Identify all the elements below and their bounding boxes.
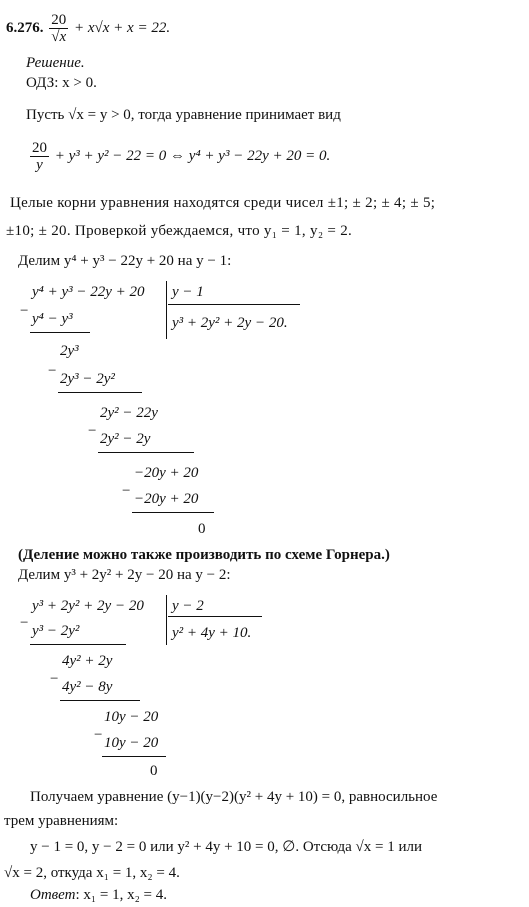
- div1-dividend: y⁴ + y³ − 22y + 20: [32, 284, 145, 300]
- div1-subtrahend-1: y⁴ − y³: [32, 311, 73, 327]
- div1-subtrahend-2: 2y³ − 2y²: [60, 371, 115, 387]
- div2-rule-2: [60, 700, 140, 701]
- div1-rule-4: [132, 512, 214, 513]
- div1-subtrahend-4: −20y + 20: [134, 491, 199, 507]
- fraction-numerator: 20: [51, 12, 67, 28]
- result-line-1: Получаем уравнение (y−1)(y−2)(y² + 4y + 10) = 0, равносильное: [30, 789, 438, 805]
- div2-dividend: y³ + 2y² + 2y − 20: [32, 598, 144, 614]
- eq2-denominator: y: [36, 157, 43, 173]
- div1-quotient: y³ + 2y² + 2y − 20.: [172, 315, 288, 331]
- eq2-numerator: 20: [32, 140, 47, 156]
- div1-rule-2: [58, 392, 142, 393]
- div2-remainder-3: 0: [150, 763, 158, 779]
- result-line-2: трем уравнениям:: [4, 813, 119, 829]
- div1-remainder-2: 2y² − 22y: [100, 405, 158, 421]
- div1-minus-2: −: [48, 363, 57, 379]
- div1-vertical-bar: [166, 281, 167, 339]
- div1-remainder-4: 0: [198, 521, 206, 537]
- div2-vertical-bar: [166, 595, 167, 645]
- div1-minus-4: −: [122, 483, 131, 499]
- problem-equation-rest: + x√x + x = 22.: [74, 19, 171, 36]
- div1-divisor-rule: [168, 304, 300, 305]
- div2-quotient: y² + 4y + 10.: [172, 625, 252, 641]
- div2-minus-3: −: [94, 727, 103, 743]
- roots-line-2: ±10; ± 20. Проверкой убеждаемся, что y₁ = 1, y₂ = 2.: [6, 223, 353, 239]
- div2-rule-3: [102, 756, 166, 757]
- horner-note: (Деление можно также производить по схеме Горнера.): [18, 547, 390, 563]
- equation-2: [28, 140, 330, 173]
- domain-line: ОДЗ: x > 0.: [26, 75, 97, 91]
- div1-remainder-1: 2y³: [60, 343, 79, 359]
- solution-label: Решение.: [26, 55, 85, 71]
- answer-value: : x₁ = 1, x₂ = 4.: [75, 887, 168, 903]
- div1-rule-1: [30, 332, 90, 333]
- div2-subtrahend-3: 10y − 20: [104, 735, 159, 751]
- div2-subtrahend-1: y³ − 2y²: [32, 623, 80, 639]
- answer-label: Ответ: [30, 887, 76, 903]
- substitution-line: Пусть √x = y > 0, тогда уравнение принимает вид: [26, 107, 341, 123]
- roots-line-1: Целые корни уравнения находятся среди чисел ±1; ± 2; ± 4; ± 5;: [10, 195, 436, 211]
- div2-minus-2: −: [50, 671, 59, 687]
- div1-subtrahend-3: 2y² − 2y: [100, 431, 151, 447]
- div2-subtrahend-2: 4y² − 8y: [62, 679, 113, 695]
- problem-fraction: [49, 12, 68, 45]
- div2-divisor-rule: [168, 616, 262, 617]
- eq2-rest: + y³ + y² − 22 = 0 ⇔ y⁴ + y³ − 22y + 20 = 0.: [54, 147, 331, 164]
- result-line-3: y − 1 = 0, y − 2 = 0 или y² + 4y + 10 = 0, ∅. Отсюда √x = 1 или: [30, 839, 423, 855]
- division-1-title: Делим y⁴ + y³ − 22y + 20 на y − 1:: [18, 253, 232, 269]
- div1-minus-3: −: [88, 423, 97, 439]
- eq2-fraction: [30, 140, 49, 173]
- div2-rule-1: [30, 644, 126, 645]
- division-2-title: Делим y³ + 2y² + 2y − 20 на y − 2:: [18, 567, 231, 583]
- div1-remainder-3: −20y + 20: [134, 465, 199, 481]
- div2-remainder-1: 4y² + 2y: [62, 653, 113, 669]
- div2-minus-1: −: [20, 615, 29, 631]
- div2-divisor: y − 2: [172, 598, 204, 614]
- div1-minus-1: −: [20, 303, 29, 319]
- div2-remainder-2: 10y − 20: [104, 709, 159, 725]
- result-line-4: √x = 2, откуда x₁ = 1, x₂ = 4.: [4, 865, 180, 881]
- problem-number: 6.276.: [6, 19, 44, 36]
- div1-rule-3: [98, 452, 194, 453]
- problem-header: [6, 12, 170, 45]
- div1-divisor: y − 1: [172, 284, 204, 300]
- fraction-denominator: √x: [51, 29, 67, 45]
- answer-line: [30, 886, 167, 904]
